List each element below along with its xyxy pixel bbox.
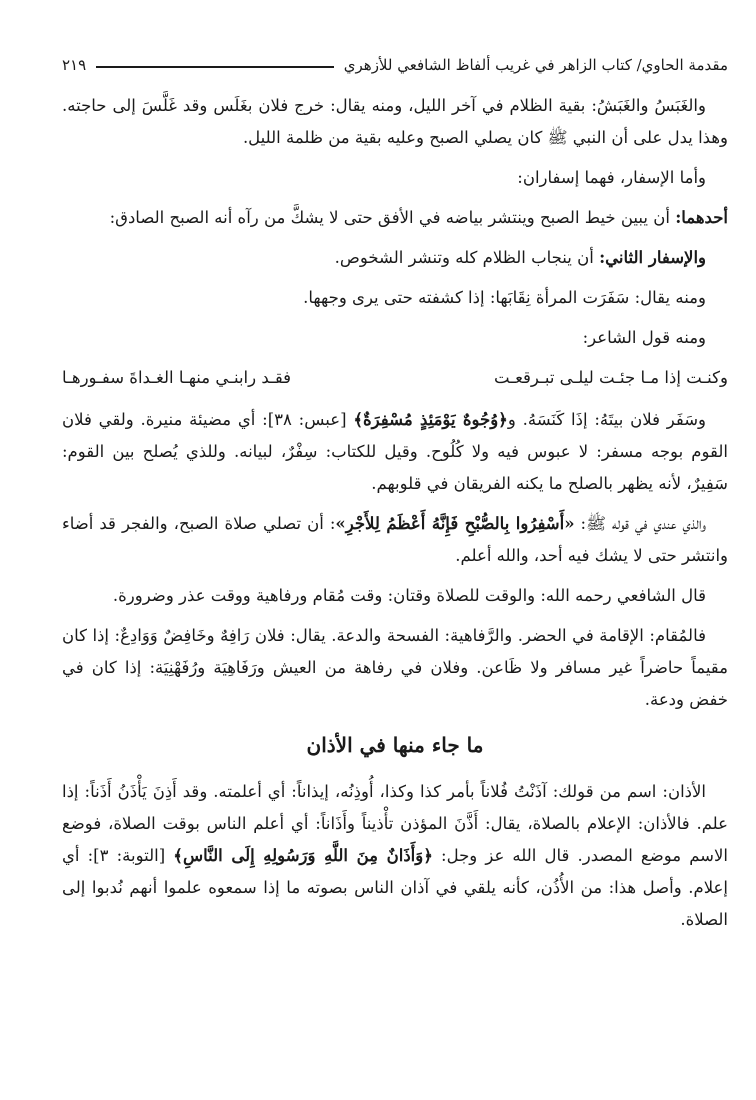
page-number: ٢١٩ [62, 56, 87, 74]
paragraph-text: [عبس: ٣٨]: أي مضيئة منيرة. ولقي فلان القوم بوجه مسفر: لا عبوس فيه ولا كُلُوح. وقيل للكتاب: سِفْرٌ، لبيانه. وللذي يُصلح بين القوم: سَفِيرٌ، لأنه يظهر بالصلح ما يكنه الفريقان في قلوبهم. [62, 410, 728, 493]
paragraph-text: وسَفَر فلان بيتَهُ: إذَا كَنَسَهُ. و [507, 410, 707, 429]
paragraph-text: والغَبَسُ والغَبَشُ: بقية الظلام في آخر الليل، ومنه يقال: خرج فلان بغَلَس وقد غَلَّسَ إلى حاجته. وهذا يدل على أن النبي ﷺ كان يصلي الصبح وعليه بقية من ظلمة الليل. [62, 96, 728, 147]
hadith-quote: «أَسْفِرُوا بِالصُّبْحِ فَإِنَّهُ أَعْظَمُ لِلأَجْرِ» [335, 514, 575, 533]
paragraph-safarat [62, 282, 728, 314]
book-page [62, 52, 728, 944]
paragraph-text: ومنه قول الشاعر: [582, 328, 706, 347]
quran-quote: ﴿وُجُوهٌ يَوْمَئِذٍ مُسْفِرَةٌ﴾ [353, 410, 508, 429]
poetry-verse [62, 362, 728, 394]
paragraph-poet-intro [62, 322, 728, 354]
paragraph-isfar-second [62, 242, 728, 274]
paragraph-ghabas [62, 90, 728, 154]
header-title: مقدمة الحاوي/ كتاب الزاهر في غريب ألفاظ الشافعي للأزهري [343, 56, 728, 74]
verse-second-hemistich: فقـد رابنـي منهـا الغـداةَ سفـورهـا [62, 368, 292, 387]
paragraph-isfar-first [62, 202, 728, 234]
paragraph-adhan [62, 776, 728, 936]
paragraph-text: وأما الإسفار، فهما إسفاران: [517, 168, 706, 187]
paragraph-text: : أن تصلي صلاة الصبح، والفجر قد أضاء وانتشر حتى لا يشك فيه أحد، والله أعلم. [62, 514, 728, 565]
paragraph-text: قال الشافعي رحمه الله: والوقت للصلاة وقتان: وقت مُقام ورفاهية ووقت عذر وضرورة. [112, 586, 706, 605]
header-rule [96, 66, 334, 68]
paragraph-text: أن ينجاب الظلام كله وتنشر الشخوص. [334, 248, 600, 267]
paragraph-text: والذي عندي في قوله ﷺ: [574, 514, 707, 533]
paragraph-lead: والإسفار الثاني: [599, 248, 706, 267]
paragraph-isfar-intro [62, 162, 728, 194]
verse-first-hemistich: وكنـت إذا مـا جئـت ليلـى تبـرقعـت [494, 368, 728, 387]
paragraph-lead: أحدهما: [675, 208, 728, 227]
paragraph-hadith-isfar [62, 508, 728, 572]
body-text [62, 90, 728, 936]
quran-quote: ﴿وَأَذَانٌ مِنَ اللَّهِ وَرَسُولِهِ إِلَى النَّاسِ﴾ [173, 846, 433, 865]
paragraph-safar-baytahu [62, 404, 728, 500]
paragraph-text: الأذان: اسم من قولك: آذَنْتُ فُلاناً بأمر كذا وكذا، أُوذِنُه، إيذاناً: أي أعلمته. وقد أَذِنَ يَأْذَنُ أَذَناً: إذا علم. فالأذان: الإعلام بالصلاة، يقال: أَذَّنَ المؤذن تأْذيناً وأَذَاناً: أي أعلم الناس بوقت الصلاة، فوضع الاسم موضع المصدر. قال الله عز وجل: [62, 782, 728, 865]
paragraph-text: فالمُقام: الإقامة في الحضر. والرَّفاهية: الفسحة والدعة. يقال: فلان رَافِهٌ وخَافِضٌ وَوَادِعٌ: إذا كان مقيماً حاضراً غير مسافر ولا ظَاعن. وفلان في رفاهة من العيش ورَفَاهِيَة ورُفَهْنِيَة: إذا كان في خفض ودعة. [62, 626, 728, 709]
running-header [62, 52, 728, 78]
paragraph-muqam [62, 620, 728, 716]
paragraph-text: أن يبين خيط الصبح وينتشر بياضه في الأفق حتى لا يشكَّ من رآه أنه الصبح الصادق: [109, 208, 676, 227]
paragraph-shafii-waqt [62, 580, 728, 612]
paragraph-text: [التوبة: ٣]: أي إعلام. وأصل هذا: من الأُذُن، كأنه يلقي في آذان الناس بصوته ما إذا سمعوه علموا أنهم نُدبوا إلى الصلاة. [62, 846, 728, 929]
section-heading: ما جاء منها في الأذان [306, 733, 484, 757]
paragraph-text: ومنه يقال: سَفَرَت المرأة نِقَابَها: إذا كشفته حتى يرى وجهها. [303, 288, 706, 307]
